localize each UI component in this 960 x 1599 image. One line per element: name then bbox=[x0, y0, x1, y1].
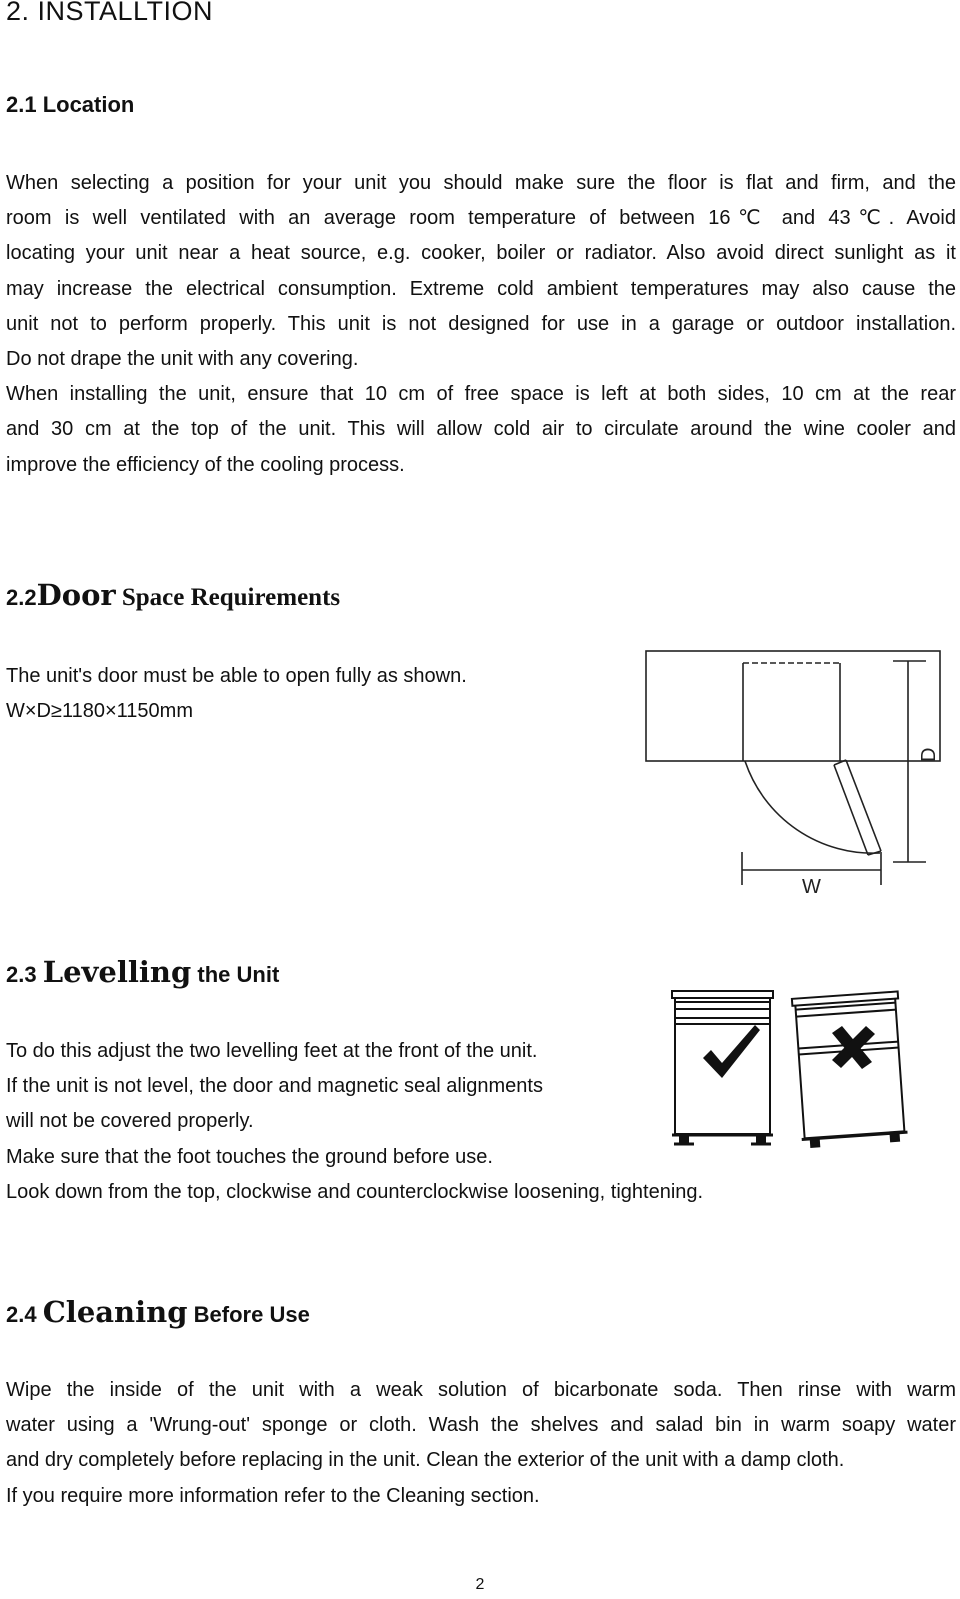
heading-emphasis: Door bbox=[36, 578, 116, 612]
paragraph-line: improve the efficiency of the cooling process. bbox=[6, 453, 405, 476]
heading-number: 2.3 bbox=[6, 962, 37, 987]
paragraph-line: water using a 'Wrung-out' sponge or cloth. Wash the shelves and salad bin in warm soapy water bbox=[6, 1414, 956, 1437]
heading-number: 2.4 bbox=[6, 1302, 37, 1327]
paragraph-line: and dry completely before replacing in the unit. Clean the exterior of the unit with a damp cloth. bbox=[6, 1449, 845, 1472]
paragraph-line: unit not to perform properly. This unit is not designed for use in a garage or outdoor installation. bbox=[6, 312, 956, 335]
heading-emphasis: Levelling bbox=[42, 955, 192, 989]
paragraph-line: locating your unit near a heat source, e.g. cooker, boiler or radiator. Also avoid direct sunlight as it bbox=[6, 242, 956, 265]
text-line: To do this adjust the two levelling feet at the front of the unit. bbox=[6, 1040, 538, 1062]
paragraph-line: and 30 cm at the top of the unit. This will allow cold air to circulate around the wine cooler and bbox=[6, 418, 956, 441]
heading-emphasis: Cleaning bbox=[42, 1295, 188, 1329]
paragraph-line: If you require more information refer to the Cleaning section. bbox=[6, 1484, 540, 1507]
page-number: 2 bbox=[475, 1576, 485, 1593]
paragraph-line: Do not drape the unit with any covering. bbox=[6, 348, 359, 371]
paragraph-line: Wipe the inside of the unit with a weak solution of bicarbonate soda. Then rinse with warm bbox=[6, 1379, 956, 1401]
text-line: Make sure that the foot touches the ground before use. bbox=[6, 1145, 493, 1168]
cleaning-paragraph bbox=[6, 1373, 956, 1514]
text-line: The unit's door must be able to open fully as shown. bbox=[6, 665, 467, 687]
dimension-requirement: W×D≥1180×1150mm bbox=[6, 700, 193, 723]
width-label: W bbox=[802, 876, 821, 898]
heading-rest: Before Use bbox=[193, 1302, 310, 1327]
depth-label: D bbox=[918, 747, 940, 762]
paragraph-line: room is well ventilated with an average room temperature of between 16℃ and 43℃. Avoid bbox=[6, 207, 956, 230]
section-title: 2. INSTALLTION bbox=[6, 0, 214, 26]
text-line: Look down from the top, clockwise and counterclockwise loosening, tightening. bbox=[6, 1180, 704, 1203]
heading-location: 2.1 Location bbox=[6, 92, 135, 117]
text-line: will not be covered properly. bbox=[6, 1110, 254, 1133]
paragraph-line: may increase the electrical consumption. Extreme cold ambient temperatures may also cause the bbox=[6, 277, 956, 300]
text-line: If the unit is not level, the door and magnetic seal alignments bbox=[6, 1075, 543, 1098]
heading-number: 2.2 bbox=[6, 585, 37, 610]
paragraph-line: When selecting a position for your unit you should make sure the floor is flat and firm, and the bbox=[6, 172, 956, 194]
heading-rest: the Unit bbox=[197, 962, 280, 987]
heading-rest: Space Requirements bbox=[121, 584, 341, 611]
checkmark-icon bbox=[703, 1025, 760, 1078]
tilted-unit-drawing bbox=[792, 991, 908, 1147]
paragraph-line: When installing the unit, ensure that 10 cm of free space is left at both sides, 10 cm at the rear bbox=[6, 383, 956, 406]
cross-icon bbox=[832, 1026, 875, 1069]
heading-cleaning bbox=[6, 1295, 310, 1329]
